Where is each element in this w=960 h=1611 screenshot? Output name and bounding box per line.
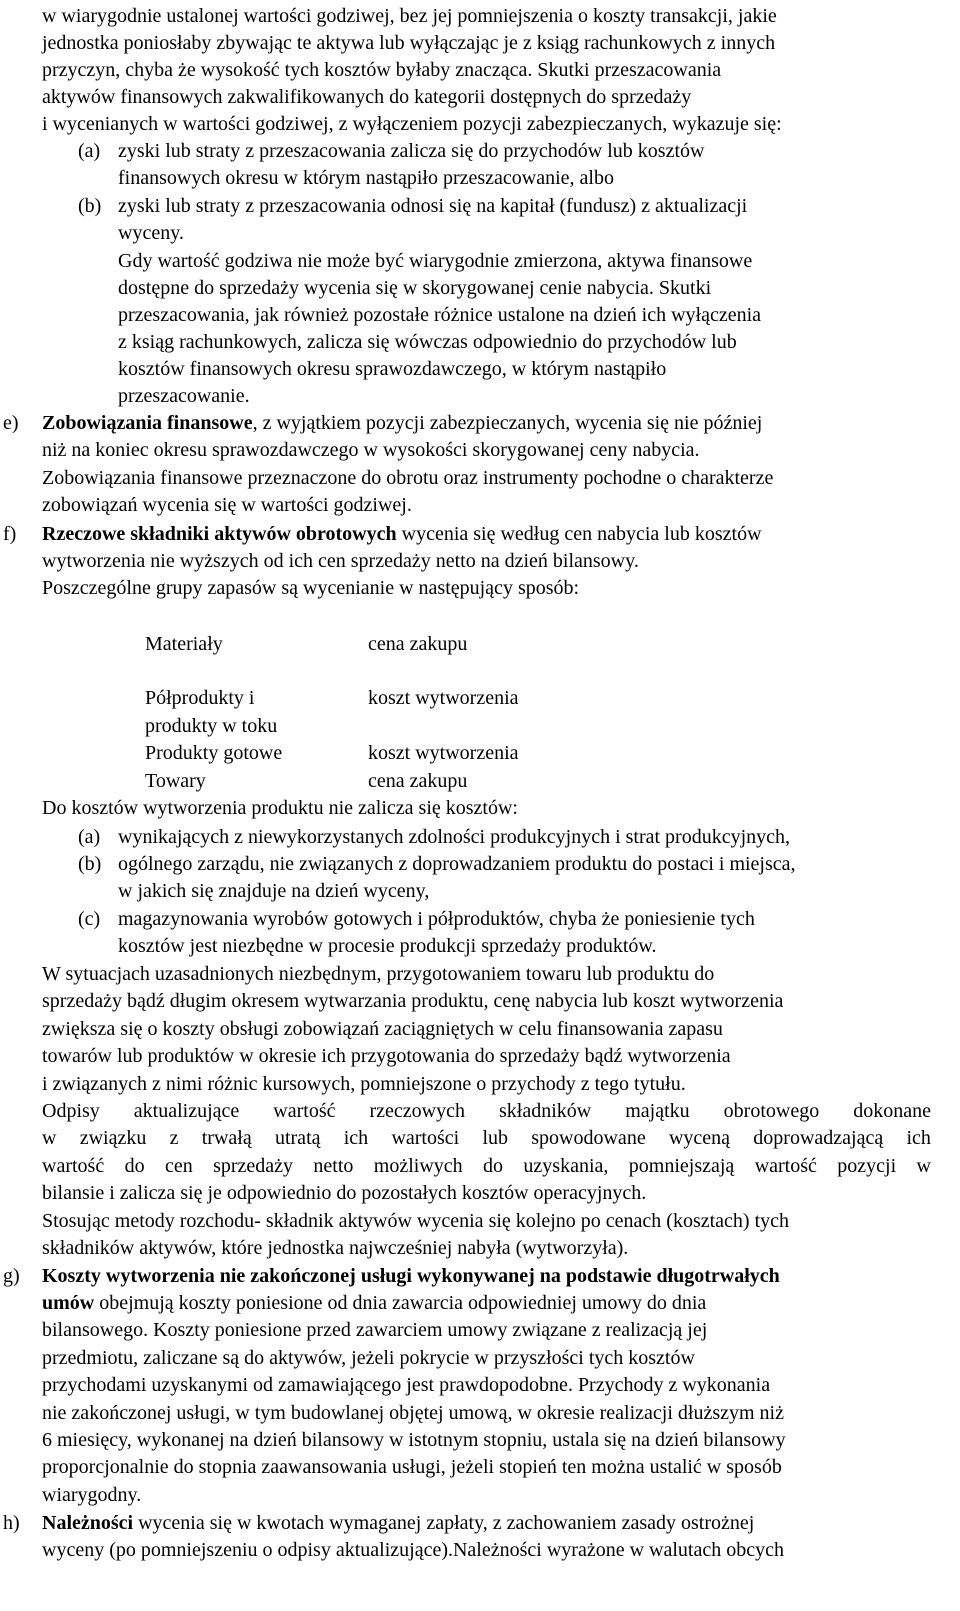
paragraph-text: , z wyjątkiem pozycji zabezpieczanych, wycenia się nie później [252,412,763,434]
word: lub [482,1127,509,1149]
word: obrotowego [723,1100,820,1122]
paragraph-line: Poszczególne grupy zapasów są wycenianie w następujący sposób: [42,577,580,599]
paragraph-line: towarów lub produktów w okresie ich przygotowania do sprzedaży bądź wytworzenia [42,1045,731,1067]
word: Odpisy [42,1100,100,1122]
word: wartości [391,1127,460,1149]
word: uzyskania, [523,1155,609,1177]
word: wyceną [668,1127,731,1149]
table-cell-category: Materiały [145,633,223,655]
list-marker: (a) [78,826,101,848]
word: rzeczowych [369,1100,465,1122]
section-marker: e) [3,412,19,434]
paragraph-line: bilansie i zalicza się je odpowiednio do pozostałych kosztów operacyjnych. [42,1182,647,1204]
word: w [42,1127,57,1149]
table-cell-category: Towary [145,770,206,792]
word: spowodowane [531,1127,646,1149]
list-marker: (a) [78,140,101,162]
word: wartość [42,1155,105,1177]
word: w [916,1155,931,1177]
table-cell-method: koszt wytworzenia [368,742,519,764]
paragraph-line: Stosując metody rozchodu- składnik aktywów wycenia się kolejno po cenach (kosztach) tych [42,1210,790,1232]
word: składników [499,1100,592,1122]
paragraph-line: wiarygodny. [42,1484,142,1506]
paragraph-line: kosztów finansowych okresu sprawozdawczego, w którym nastąpiło [118,358,667,380]
word: doprowadzającą [753,1127,884,1149]
paragraph-line: przychodami uzyskanymi od zamawiającego jest prawdopodobne. Przychody z wykonania [42,1374,771,1396]
paragraph-line: sprzedaży bądź długim okresem wytwarzania produktu, cenę nabycia lub koszt wytworzenia [42,990,784,1012]
section-heading-line [42,1291,706,1315]
paragraph-line: aktywów finansowych zakwalifikowanych do kategorii dostępnych do sprzedaży [42,86,692,108]
list-item-line: zyski lub straty z przeszacowania odnosi się na kapitał (fundusz) z aktualizacji [118,195,748,217]
paragraph-line: niż na koniec okresu sprawozdawczego w wysokości skorygowanej ceny nabycia. [42,439,700,461]
paragraph-line: bilansowego. Koszty poniesione przed zawarciem umowy związane z realizacją jej [42,1319,708,1341]
section-heading: Rzeczowe składniki aktywów obrotowych [42,523,397,545]
word: możliwych [373,1155,463,1177]
justified-line [42,1099,931,1123]
list-marker: (b) [78,853,102,875]
list-item-line: wyceny. [118,222,184,244]
paragraph-line: przeszacowanie. [118,385,250,407]
section-heading-line [42,1511,754,1535]
table-cell-category: Półprodukty i [145,687,255,709]
paragraph-line: Zobowiązania finansowe przeznaczone do obrotu oraz instrumenty pochodne o charakterze [42,467,774,489]
paragraph-line: dostępne do sprzedaży wycenia się w skorygowanej cenie nabycia. Skutki [118,277,712,299]
section-heading-line [42,411,762,435]
word: związku [79,1127,147,1149]
word: dokonane [853,1100,931,1122]
section-heading: umów [42,1292,95,1314]
table-cell-method: cena zakupu [368,770,468,792]
table-cell-category: produkty w toku [145,715,278,737]
paragraph-text: wycenia się według cen nabycia lub kosztów [396,523,762,545]
word: do [124,1155,145,1177]
list-item-line: wynikających z niewykorzystanych zdolności produkcyjnych i strat produkcyjnych, [118,826,791,848]
list-marker: (c) [78,908,101,930]
paragraph-line: przyczyn, chyba że wysokość tych kosztów byłaby znacząca. Skutki przeszacowania [42,59,722,81]
section-marker: f) [3,523,17,545]
paragraph-line: 6 miesięcy, wykonanej na dzień bilansowy w istotnym stopniu, ustala się na dzień bilansowy [42,1429,786,1451]
word: netto [313,1155,354,1177]
word: ich [906,1127,931,1149]
section-heading: Należności [42,1512,134,1534]
paragraph-line: W sytuacjach uzasadnionych niezbędnym, przygotowaniem towaru lub produktu do [42,963,715,985]
paragraph-text: obejmują koszty poniesione od dnia zawarcia odpowiedniej umowy do dnia [94,1292,707,1314]
paragraph-line: Gdy wartość godziwa nie może być wiarygodnie zmierzona, aktywa finansowe [118,250,753,272]
paragraph-line: z ksiąg rachunkowych, zalicza się wówczas odpowiednio do przychodów lub [118,331,737,353]
word: ich [343,1127,369,1149]
paragraph-line: i związanych z nimi różnic kursowych, pomniejszone o przychody z tego tytułu. [42,1073,686,1095]
paragraph-line: wytworzenia nie wyższych od ich cen sprzedaży netto na dzień bilansowy. [42,550,639,572]
word: wartość [754,1155,817,1177]
word: pomniejszają [628,1155,735,1177]
paragraph-text: wycenia się w kwotach wymaganej zapłaty, z zachowaniem zasady ostrożnej [133,1512,755,1534]
list-item-line: kosztów jest niezbędne w procesie produkcji sprzedaży produktów. [118,935,657,957]
section-marker: g) [3,1265,20,1287]
section-heading: Zobowiązania finansowe [42,412,253,434]
paragraph-line: wyceny (po pomniejszeniu o odpisy aktualizujące).Należności wyrażone w walutach obcych [42,1539,784,1561]
word: majątku [625,1100,690,1122]
paragraph-line: proporcjonalnie do stopnia zaawansowania usługi, jeżeli stopień ten można ustalić w sposób [42,1456,782,1478]
paragraph-line: nie zakończonej usługi, w tym budowlanej objętej umową, w okresie realizacji dłuższym niż [42,1402,784,1424]
justified-line [42,1154,931,1178]
word: do [483,1155,504,1177]
paragraph-line: Do kosztów wytworzenia produktu nie zalicza się kosztów: [42,797,518,819]
paragraph-line: zwiększa się o koszty obsługi zobowiązań zaciągniętych w celu finansowania zapasu [42,1018,723,1040]
word: z [169,1127,179,1149]
list-item-line: w jakich się znajduje na dzień wyceny, [118,880,430,902]
paragraph-line: przedmiotu, zaliczane są do aktywów, jeżeli pokrycie w przyszłości tych kosztów [42,1347,695,1369]
word: pozycji [837,1155,897,1177]
table-cell-method: cena zakupu [368,633,468,655]
word: trwałą [201,1127,252,1149]
list-item-line: finansowych okresu w którym nastąpiło przeszacowanie, albo [118,167,614,189]
word: cen [164,1155,193,1177]
section-heading-line [42,522,762,546]
paragraph-line: składników aktywów, które jednostka najwcześniej nabyła (wytworzyła). [42,1237,629,1259]
paragraph-line: i wycenianych w wartości godziwej, z wyłączeniem pozycji zabezpieczanych, wykazuje się: [42,113,782,135]
paragraph-line: jednostka poniosłaby zbywając te aktywa lub wyłączając je z ksiąg rachunkowych z innych [42,32,776,54]
paragraph-line: przeszacowania, jak również pozostałe różnice ustalone na dzień ich wyłączenia [118,304,762,326]
word: utratą [274,1127,321,1149]
section-heading: Koszty wytworzenia nie zakończonej usługi wykonywanej na podstawie długotrwałych [42,1265,780,1287]
justified-line [42,1126,931,1150]
word: wartość [273,1100,336,1122]
word: sprzedaży [213,1155,294,1177]
list-marker: (b) [78,195,102,217]
list-item-line: ogólnego zarządu, nie związanych z doprowadzaniem produktu do postaci i miejsca, [118,853,796,875]
word: aktualizujące [133,1100,240,1122]
section-marker: h) [3,1512,20,1534]
section-heading-line [42,1264,780,1288]
table-cell-category: Produkty gotowe [145,742,283,764]
paragraph-line: zobowiązań wycenia się w wartości godziwej. [42,494,412,516]
list-item-line: magazynowania wyrobów gotowych i półproduktów, chyba że poniesienie tych [118,908,755,930]
table-cell-method: koszt wytworzenia [368,687,519,709]
paragraph-line: w wiarygodnie ustalonej wartości godziwej, bez jej pomniejszenia o koszty transakcji, jakie [42,5,777,27]
list-item-line: zyski lub straty z przeszacowania zalicza się do przychodów lub kosztów [118,140,705,162]
